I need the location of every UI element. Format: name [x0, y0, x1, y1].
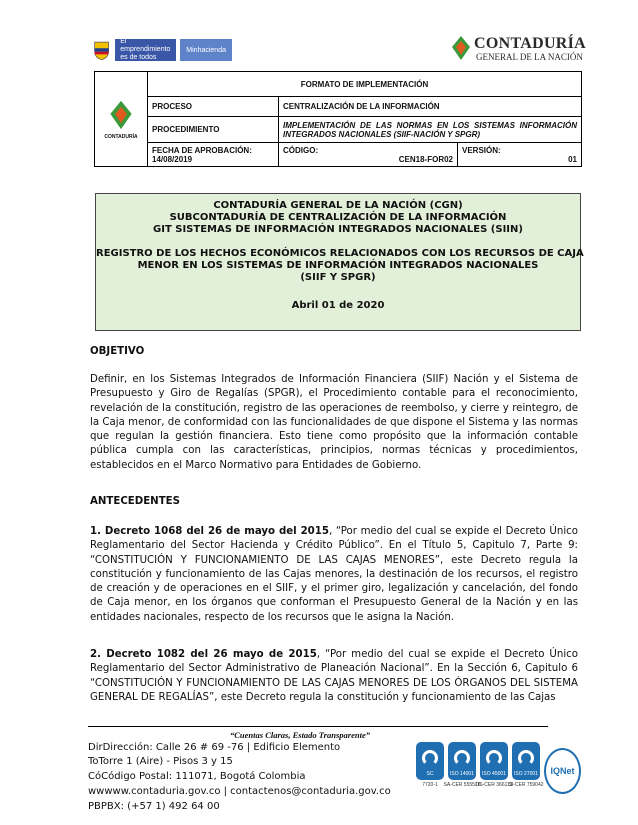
- antecedente-1-text: , “Por medio del cual se expide el Decreto Único Reglamentario del Sector Hacienda y Crédito Público”. En el Título 5, Capitulo 7, Parte 9: “CONSTITUCIÓN Y FUNCIONAMIENTO DE LAS CAJAS MENORES”, este Decreto regula la constitución y funcionamiento de las Cajas menores, la destinación de los recursos, el registro de creación y de operaciones en el SIIF, y el primer giro, legalización y cancelación, del fondo de Caja menor, en los órganos que conforman el Presupuesto General de la Nación y en las entidades nacionales, respecto de los recursos que le asigna la Nación.: [90, 526, 578, 623]
- cgn-subtitle: GENERAL DE LA NACIÓN: [476, 52, 583, 62]
- certification-badge: [508, 742, 544, 788]
- table-logo-cell: [95, 72, 148, 167]
- fecha-cell: [148, 143, 279, 167]
- cert-code: SI-CER 759042: [508, 782, 544, 788]
- codigo-cell: [279, 143, 458, 167]
- certification-badge: [443, 742, 481, 788]
- footer-divider: [88, 726, 548, 727]
- format-table: [94, 71, 582, 167]
- document-title-box: [95, 193, 584, 331]
- proceso-label: PROCESO: [148, 97, 279, 117]
- title-line-5: MENOR EN LOS SISTEMAS DE INFORMACIÓN INTEGRADOS NACIONALES: [137, 260, 539, 271]
- certification-badge: [475, 742, 513, 788]
- objetivo-heading: OBJETIVO: [90, 346, 145, 357]
- icontec-icon: ISO 45001: [480, 742, 508, 780]
- title-line-6: (SIIF Y SPGR): [300, 272, 376, 283]
- table-logo-caption: CONTADURÍA: [104, 134, 138, 140]
- title-line-2: SUBCONTADURÍA DE CENTRALIZACIÓN DE LA INFORMACIÓN: [169, 212, 507, 223]
- fecha-value: 14/08/2019: [152, 154, 193, 164]
- gov-slogan: El emprendimiento es de todos: [115, 39, 176, 61]
- footer-phone: PBPBX: (+57 1) 492 64 00: [88, 801, 220, 812]
- footer-postal: CóCódigo Postal: 111071, Bogotá Colombia: [88, 771, 306, 782]
- version-value: 01: [568, 154, 577, 164]
- objetivo-paragraph: Definir, en los Sistemas Integrados de Información Financiera (SIIF) Nación y el Sistema de Presupuesto y Giro de Regalías (SPGR), el Procedimiento contable para el reconocimiento, revelación de la constitución, registro de las operaciones de reembolso, y cierre y reintegro, de la Caja menor, de conformidad con las funcionalidades de que dispone el Sistema y las normas que regulan la gestión financiera. Esto tiene como propósito que la información contable pública cumpla con las características, principios, normas técnicas y procedimientos, establecidos en el Marco Normativo para Entidades de Gobierno.: [90, 374, 578, 471]
- codigo-value: CEN18-FOR02: [398, 154, 453, 164]
- title-line-3: GIT SISTEMAS DE INFORMACIÓN INTEGRADOS NACIONALES (SIIN): [153, 224, 523, 235]
- icontec-icon: ISO 14001: [448, 742, 476, 780]
- icontec-icon: ISO 27001: [512, 742, 540, 780]
- title-line-4: REGISTRO DE LOS HECHOS ECONÓMICOS RELACIONADOS CON LOS RECURSOS DE CAJA: [96, 248, 584, 259]
- antecedente-2-text: , “Por medio del cual se expide el Decreto Único Reglamentario del Sector Administrativo de Planeación Nacional”. En la Sección 6, Capitulo 6 “CONSTITUCIÓN Y FUNCIONAMIENTO DE LAS CAJAS MENORES DE LOS ÓRGANOS DEL SISTEMA GENERAL DE REGALÍAS”, este Decreto regula la constitución y funcionamiento de las Cajas: [90, 649, 578, 703]
- icontec-icon: SC: [416, 742, 444, 780]
- cgn-name: CONTADURÍA: [474, 35, 587, 52]
- footer-web-email: wwwww.contaduria.gov.co | contactenos@contaduria.gov.co: [88, 786, 391, 797]
- colombia-crest-icon: [92, 38, 111, 62]
- cgn-leaf-icon: [108, 98, 134, 132]
- antecedente-1-title: 1. Decreto 1068 del 26 de mayo del 2015: [90, 526, 329, 537]
- document-date: Abril 01 de 2020: [291, 300, 385, 311]
- antecedente-item-1: [90, 525, 578, 625]
- footer-tower: ToTorre 1 (Aire) - Pisos 3 y 15: [88, 756, 233, 767]
- antecedente-2-title: 2. Decreto 1082 del 26 mayo de 2015: [90, 649, 317, 660]
- iqnet-logo: IQNet: [544, 748, 581, 794]
- certifications: [416, 742, 581, 808]
- footer-address: DirDirección: Calle 26 # 69 -76 | Edificio Elemento: [88, 742, 341, 753]
- fecha-label: FECHA DE APROBACIÓN:: [152, 145, 252, 155]
- ministry-label: Minhacienda: [180, 39, 232, 61]
- certification-badge: [416, 742, 444, 788]
- codigo-label: CÓDIGO:: [283, 145, 319, 155]
- version-label: VERSIÓN:: [462, 145, 501, 155]
- government-logo: [92, 37, 232, 63]
- title-line-1: CONTADURÍA GENERAL DE LA NACIÓN (CGN): [213, 200, 463, 211]
- cgn-logo: [450, 33, 587, 63]
- cert-code: 7720-1: [422, 782, 438, 788]
- antecedente-item-2: [90, 648, 578, 705]
- procedimiento-label: PROCEDIMIENTO: [148, 117, 279, 143]
- version-cell: [458, 143, 582, 167]
- proceso-value: CENTRALIZACIÓN DE LA INFORMACIÓN: [279, 97, 582, 117]
- cert-code: SA-CER 555516: [443, 782, 481, 788]
- format-title: FORMATO DE IMPLEMENTACIÓN: [148, 72, 582, 97]
- antecedentes-heading: ANTECEDENTES: [90, 496, 180, 507]
- cgn-leaf-icon: [450, 35, 472, 61]
- footer-motto: “Cuentas Claras, Estado Transparente”: [230, 730, 370, 740]
- procedimiento-value: IMPLEMENTACIÓN DE LAS NORMAS EN LOS SISTEMAS INFORMACIÓN INTEGRADOS NACIONALES (SIIF-NACIÓN Y SPGR): [279, 117, 582, 143]
- cert-code: OS-CER 366113: [475, 782, 513, 788]
